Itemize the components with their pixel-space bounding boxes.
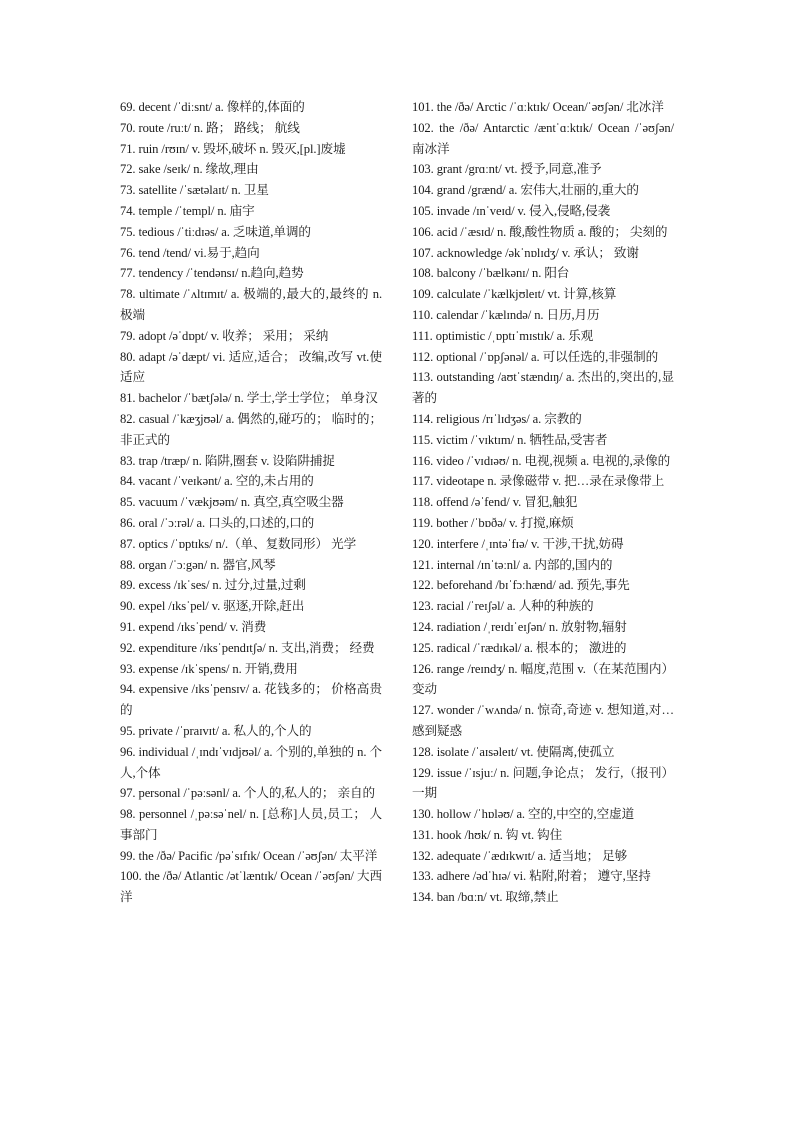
vocab-entry: 122. beforehand /bɪˈfɔːhænd/ ad. 预先,事先 [412, 578, 630, 593]
vocab-entry: 93. expense /ɪkˈspens/ n. 开销,费用 [120, 661, 298, 676]
vocab-entry: 110. calendar /ˈkælɪndə/ n. 日历,月历 [412, 307, 600, 322]
vocab-entry: 126. range /reɪndʒ/ n. 幅度,范围 v.（在某范围内） 变动 [412, 661, 674, 697]
vocab-entry: 121. internal /ɪnˈtəːnl/ a. 内部的,国内的 [412, 557, 613, 572]
vocab-entry: 119. bother /ˈbɒðə/ v. 打搅,麻烦 [412, 515, 574, 530]
vocab-entry: 89. excess /ɪkˈses/ n. 过分,过量,过剩 [120, 578, 306, 593]
vocab-entry: 70. route /ruːt/ n. 路； 路线； 航线 [120, 120, 300, 135]
vocab-entry: 107. acknowledge /əkˈnɒlɪdʒ/ v. 承认； 致谢 [412, 245, 639, 260]
vocab-entry: 116. video /ˈvɪdɪəʊ/ n. 电视,视频 a. 电视的,录像的 [412, 453, 671, 468]
vocab-entry: 115. victim /ˈvɪktɪm/ n. 牺牲品,受害者 [412, 432, 608, 447]
vocab-entry: 129. issue /ˈɪsjuː/ n. 问题,争论点； 发行,（报刊） 一期 [412, 765, 674, 801]
vocab-entry: 91. expend /ɪksˈpend/ v. 消费 [120, 619, 267, 634]
vocab-entry: 79. adopt /əˈdɒpt/ v. 收养； 采用； 采纳 [120, 328, 329, 343]
vocab-entry: 112. optional /ˈɒpʃənəl/ a. 可以任选的,非强制的 [412, 349, 659, 364]
vocab-entry: 88. organ /ˈɔːgən/ n. 器官,风琴 [120, 557, 276, 572]
vocab-entry: 108. balcony /ˈbælkənɪ/ n. 阳台 [412, 266, 570, 281]
vocab-entry: 113. outstanding /aʊtˈstændɪŋ/ a. 杰出的,突出的,显著的 [412, 370, 674, 406]
vocab-entry: 81. bachelor /ˈbætʃələ/ n. 学士,学士学位； 单身汉 [120, 391, 378, 406]
vocab-entry: 105. invade /ɪnˈveɪd/ v. 侵入,侵略,侵袭 [412, 203, 611, 218]
vocab-entry: 134. ban /bɑːn/ vt. 取缔,禁止 [412, 890, 559, 905]
vocab-entry: 124. radiation /ˌreɪdɪˈeɪʃən/ n. 放射物,辐射 [412, 619, 627, 634]
vocab-entry: 80. adapt /əˈdæpt/ vi. 适应,适合； 改编,改写 vt.使适应 [120, 349, 382, 385]
vocab-entry: 90. expel /ɪksˈpel/ v. 驱逐,开除,赶出 [120, 599, 305, 614]
vocab-entry: 72. sake /seɪk/ n. 缘故,理由 [120, 162, 259, 177]
vocab-entry: 83. trap /træp/ n. 陷阱,圈套 v. 设陷阱捕捉 [120, 453, 335, 468]
vocab-entry: 71. ruin /rʊɪn/ v. 毁坏,破坏 n. 毁灭,[pl.]废墟 [120, 141, 346, 156]
vocab-entry: 103. grant /grɑːnt/ vt. 授予,同意,准予 [412, 162, 602, 177]
vocab-entry: 128. isolate /ˈaɪsəleɪt/ vt. 使隔离,使孤立 [412, 744, 615, 759]
vocab-entry: 109. calculate /ˈkælkjʊleɪt/ vt. 计算,核算 [412, 287, 617, 302]
vocab-entry: 104. grand /grænd/ a. 宏伟大,壮丽的,重大的 [412, 183, 639, 198]
vocab-entry: 111. optimistic /ˌɒptɪˈmɪstɪk/ a. 乐观 [412, 328, 594, 343]
vocab-entry: 98. personnel /ˌpəːsəˈnel/ n. [总称]人员,员工； 人事部门 [120, 807, 382, 842]
vocab-entry: 120. interfere /ˌɪntəˈfɪə/ v. 干涉,干扰,妨碍 [412, 536, 624, 551]
vocab-entry: 84. vacant /ˈveɪkənt/ a. 空的,未占用的 [120, 474, 314, 489]
vocab-entry: 97. personal /ˈpəːsənl/ a. 个人的,私人的； 亲自的 [120, 786, 375, 801]
vocab-entry: 92. expenditure /ɪksˈpendɪtʃə/ n. 支出,消费； 经费 [120, 640, 375, 655]
vocab-entry: 82. casual /ˈkæʒjʊəl/ a. 偶然的,碰巧的； 临时的； 非正式的 [120, 411, 382, 447]
vocabulary-column-left [120, 97, 382, 908]
vocab-entry: 94. expensive /ɪksˈpensɪv/ a. 花钱多的； 价格高贵的 [120, 682, 382, 718]
vocab-entry: 77. tendency /ˈtendənsɪ/ n.趋向,趋势 [120, 266, 304, 281]
vocab-entry: 74. temple /ˈtempl/ n. 庙宇 [120, 203, 255, 218]
vocab-entry: 69. decent /ˈdiːsnt/ a. 像样的,体面的 [120, 100, 305, 114]
vocab-entry: 73. satellite /ˈsætəlaɪt/ n. 卫星 [120, 183, 269, 198]
vocab-entry: 75. tedious /ˈtiːdɪəs/ a. 乏味道,单调的 [120, 224, 311, 239]
vocab-entry: 114. religious /rɪˈlɪdʒəs/ a. 宗教的 [412, 411, 582, 426]
vocab-entry: 123. racial /ˈreɪʃəl/ a. 人种的种族的 [412, 599, 594, 614]
vocab-entry: 130. hollow /ˈhɒləʊ/ a. 空的,中空的,空虚道 [412, 807, 635, 822]
vocab-entry: 102. the /ðə/ Antarctic /æntˈɑːktɪk/ Ocean /ˈəʊʃən/ 南冰洋 [412, 120, 674, 156]
vocab-entry: 78. ultimate /ˈʌltɪmɪt/ a. 极端的,最大的,最终的 n. 极端 [120, 287, 382, 322]
vocabulary-column-right [412, 97, 674, 908]
vocab-entry: 106. acid /ˈæsɪd/ n. 酸,酸性物质 a. 酸的； 尖刻的 [412, 224, 668, 239]
vocab-entry: 96. individual /ˌɪndɪˈvɪdjʊəl/ a. 个别的,单独的 n. 个人,个体 [120, 744, 382, 780]
vocab-entry: 118. offend /əˈfend/ v. 冒犯,触犯 [412, 495, 578, 510]
vocab-entry: 117. videotape n. 录像磁带 v. 把…录在录像带上 [412, 474, 665, 489]
vocab-entry: 133. adhere /ədˈhɪə/ vi. 粘附,附着； 遵守,坚持 [412, 869, 651, 884]
vocab-entry: 127. wonder /ˈwʌndə/ n. 惊奇,奇迹 v. 想知道,对…感到疑惑 [412, 703, 674, 738]
vocab-entry: 76. tend /tend/ vi.易于,趋向 [120, 245, 260, 260]
vocab-entry: 99. the /ðə/ Pacific /pəˈsɪfɪk/ Ocean /ˈəʊʃən/ 太平洋 [120, 848, 378, 863]
vocab-entry: 86. oral /ˈɔːrəl/ a. 口头的,口述的,口的 [120, 515, 315, 530]
vocab-entry: 100. the /ðə/ Atlantic /ətˈlæntɪk/ Ocean /ˈəʊʃən/ 大西洋 [120, 869, 382, 905]
vocab-entry: 101. the /ðə/ Arctic /ˈɑːktɪk/ Ocean/ˈəʊʃən/ 北冰洋 [412, 100, 664, 114]
vocab-entry: 125. radical /ˈrædɪkəl/ a. 根本的； 激进的 [412, 640, 627, 655]
vocab-entry: 85. vacuum /ˈvækjʊəm/ n. 真空,真空吸尘器 [120, 495, 344, 510]
vocab-entry: 87. optics /ˈɒptɪks/ n/.（单、复数同形） 光学 [120, 536, 357, 551]
vocab-entry: 95. private /ˈpraɪvɪt/ a. 私人的,个人的 [120, 723, 312, 738]
vocab-entry: 131. hook /hʊk/ n. 钩 vt. 钩住 [412, 827, 563, 842]
vocab-entry: 132. adequate /ˈædɪkwɪt/ a. 适当地； 足够 [412, 848, 628, 863]
